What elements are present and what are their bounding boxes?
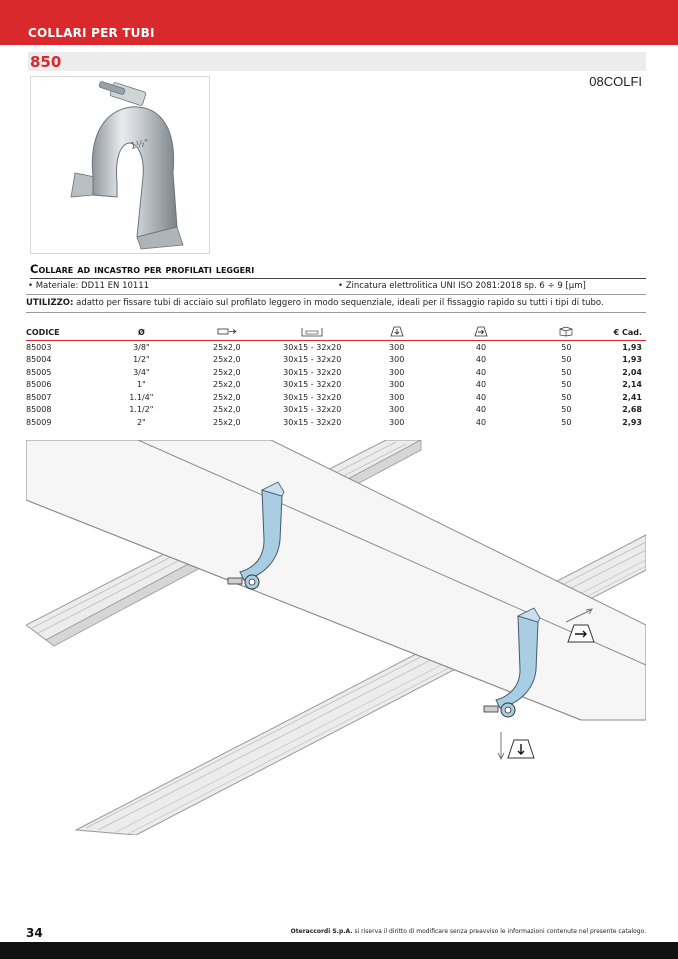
table-row [26,341,646,354]
cell-diameter: 3/8" [133,342,150,352]
col-package-header [527,324,606,341]
cell-lateral-load: 40 [475,392,487,402]
axial-load-icon [390,325,404,337]
col-profile-header [267,324,358,341]
axial-load-indicator [498,732,534,759]
cell-code: 85009 [26,417,52,427]
cell-price: 2,14 [622,380,642,390]
cell-band: 25x2,0 [212,405,241,415]
cell-code: 85007 [26,392,52,402]
cell-profile: 30x15 - 32x20 [283,405,342,415]
reference-code: 08COLFI [589,74,642,89]
cell-axial-load: 300 [389,342,405,352]
usage-description: adatto per fissare tubi di acciaio sul profilato leggero in modo sequenziale, ideali per il fissaggio rapido su tutti i tipi di tubo. [73,298,604,308]
cell-lateral-load: 40 [475,405,487,415]
band-dimensions-icon [217,326,237,336]
col-band-header [187,324,267,341]
disclaimer-text: si riserva il diritto di modificare senza preavviso le informazioni contenute nel presente catalogo. [352,928,646,935]
table-row [26,404,646,417]
cell-profile: 30x15 - 32x20 [283,367,342,377]
product-photo [30,76,210,254]
package-icon [558,325,574,337]
cell-price: 2,68 [622,405,642,415]
cell-code: 85005 [26,367,52,377]
cell-diameter: 3/4" [133,367,150,377]
cell-lateral-load: 40 [475,417,487,427]
cell-band: 25x2,0 [212,417,241,427]
table-row [26,366,646,379]
spec-table [26,324,646,429]
cell-code: 85003 [26,342,52,352]
cell-package: 50 [561,392,572,402]
table-row [26,379,646,392]
cell-lateral-load: 40 [475,367,487,377]
cell-diameter: 1" [136,380,146,390]
table-row [26,391,646,404]
divider [26,294,646,295]
cell-code: 85004 [26,355,52,365]
product-code-bar [28,52,646,71]
col-lateral-load-header [435,324,526,341]
col-price-header: € Cad. [606,324,646,341]
clamp-photo-icon [31,77,209,253]
cell-band: 25x2,0 [212,392,241,402]
cell-band: 25x2,0 [212,380,241,390]
cell-package: 50 [561,380,572,390]
cell-profile: 30x15 - 32x20 [283,392,342,402]
cell-price: 1,93 [622,355,642,365]
table-header-row [26,324,646,341]
cell-price: 2,93 [622,417,642,427]
cell-band: 25x2,0 [212,367,241,377]
cell-package: 50 [561,405,572,415]
cell-axial-load: 300 [389,380,405,390]
svg-text:1½": 1½" [129,138,150,152]
usage-text [26,298,652,308]
footer-disclaimer [291,928,646,935]
cell-axial-load: 300 [389,392,405,402]
coating-spec: • Zincatura elettrolitica UNI ISO 2081:2018 sp. 6 ÷ 9 [µm] [338,281,586,291]
table-row [26,354,646,367]
cell-band: 25x2,0 [212,342,241,352]
cell-band: 25x2,0 [212,355,241,365]
page-header [0,0,678,45]
col-diameter-header: Ø [96,324,187,341]
cell-package: 50 [561,342,572,352]
cell-axial-load: 300 [389,367,405,377]
col-axial-load-header [358,324,435,341]
col-code-header: CODICE [26,324,96,341]
usage-label: UTILIZZO: [26,298,74,308]
installation-illustration [26,440,646,835]
cell-lateral-load: 40 [475,355,487,365]
material-spec: • Materiale: DD11 EN 10111 [28,281,150,291]
cell-package: 50 [561,417,572,427]
cell-price: 2,04 [622,367,642,377]
cell-profile: 30x15 - 32x20 [283,342,342,352]
cell-code: 85006 [26,380,52,390]
cell-profile: 30x15 - 32x20 [283,380,342,390]
cell-price: 1,93 [622,342,642,352]
cell-package: 50 [561,367,572,377]
cell-diameter: 2" [136,417,146,427]
footer-band [0,942,678,959]
company-name: Oteraccordi S.p.A. [290,928,353,935]
product-code: 850 [30,53,62,71]
profile-dimensions-icon [301,326,323,337]
cell-profile: 30x15 - 32x20 [283,417,342,427]
section-title: Collare ad incastro per profilati leggeri [30,262,646,279]
cell-axial-load: 300 [389,417,405,427]
cell-profile: 30x15 - 32x20 [283,355,342,365]
lateral-load-icon [474,325,488,337]
installation-drawing-icon [26,440,646,835]
cell-axial-load: 300 [389,405,405,415]
cell-diameter: 1/2" [133,355,150,365]
cell-package: 50 [561,355,572,365]
page-title: COLLARI PER TUBI [28,26,155,40]
cell-lateral-load: 40 [475,380,487,390]
cell-price: 2,41 [622,392,642,402]
page-number: 34 [26,926,43,940]
cell-diameter: 1.1/2" [129,405,154,415]
cell-lateral-load: 40 [475,342,487,352]
cell-axial-load: 300 [389,355,405,365]
table-row [26,416,646,429]
cell-diameter: 1.1/4" [129,392,154,402]
cell-code: 85008 [26,405,52,415]
divider [26,312,646,313]
